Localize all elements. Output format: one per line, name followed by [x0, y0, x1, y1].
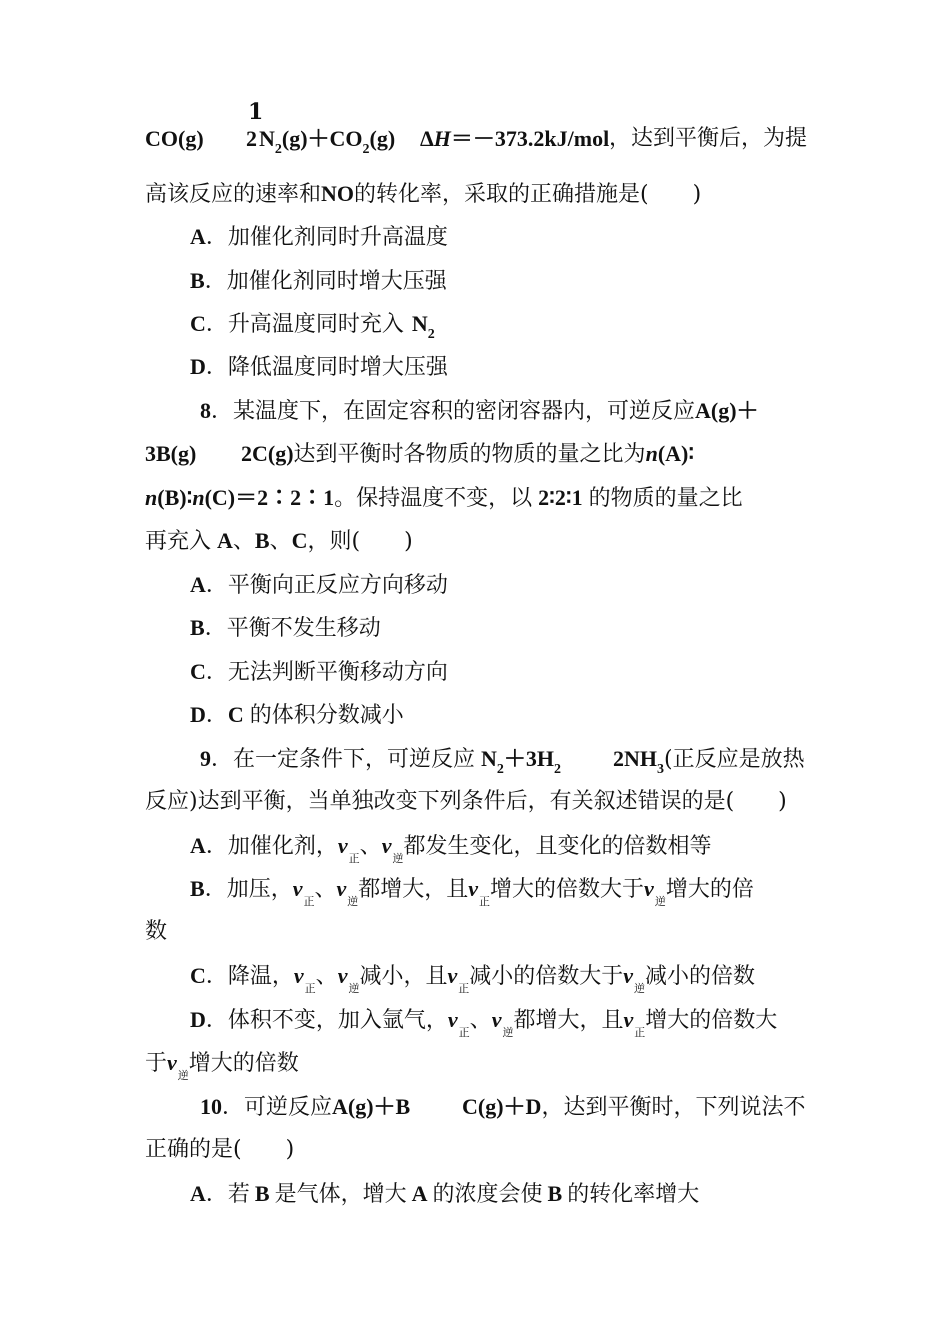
- fraction-numerator: 1: [248, 99, 264, 125]
- q7-stem: 高该反应的速率和NO的转化率，采取的正确措施是( ): [145, 181, 702, 207]
- q7-text: ，达到平衡后，为提: [609, 126, 808, 151]
- q7-enthalpy: ΔH＝－373.2kJ/mol: [420, 126, 610, 151]
- fraction-denominator: 2: [246, 126, 257, 151]
- q7-product-formula: $N_2(g)+CO_2(g)$: [259, 126, 396, 157]
- q7-reactant: CO(g): [145, 126, 204, 151]
